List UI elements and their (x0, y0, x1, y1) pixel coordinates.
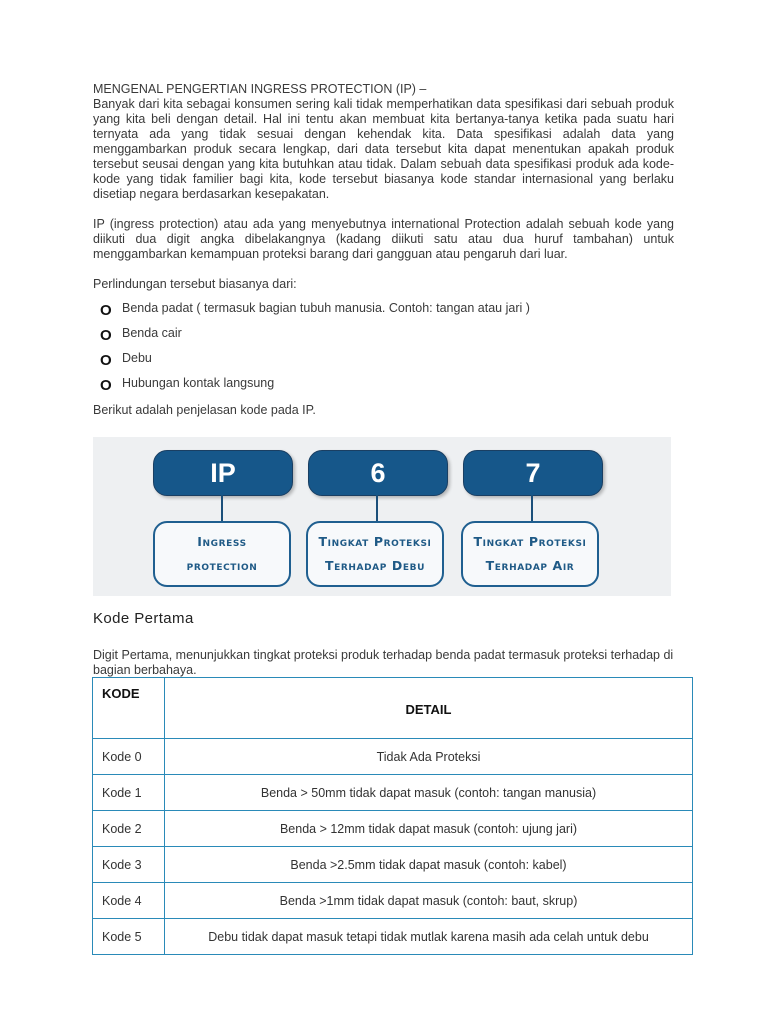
kode-cell: Kode 3 (93, 847, 165, 883)
kode-cell: Kode 2 (93, 811, 165, 847)
detail-cell: Benda > 50mm tidak dapat masuk (contoh: tangan manusia) (165, 775, 693, 811)
code-box-7: 7 (463, 450, 603, 496)
detail-cell: Benda >2.5mm tidak dapat masuk (contoh: kabel) (165, 847, 693, 883)
kode-cell: Kode 4 (93, 883, 165, 919)
table-row (93, 919, 693, 955)
table-row (93, 883, 693, 919)
code-box-ip: IP (153, 450, 293, 496)
protection-list (93, 301, 674, 401)
bullet-icon: O (100, 327, 112, 344)
column-header-detail: DETAIL (165, 678, 693, 739)
kode-cell: Kode 1 (93, 775, 165, 811)
table-row (93, 739, 693, 775)
desc-box-water-protection: Tingkat Proteksi Terhadap Air (461, 521, 599, 587)
list-item: O Hubungan kontak langsung (100, 376, 275, 394)
table-row (93, 775, 693, 811)
page-heading: MENGENAL PENGERTIAN INGRESS PROTECTION (IP) – (93, 82, 427, 96)
ip-code-diagram (93, 437, 671, 596)
detail-cell: Benda >1mm tidak dapat masuk (contoh: baut, skrup) (165, 883, 693, 919)
table-row (93, 811, 693, 847)
connector-line (531, 495, 533, 521)
bullet-icon: O (100, 377, 112, 394)
desc-box-ingress-protection: Ingress protection (153, 521, 291, 587)
paragraph-spec: Banyak dari kita sebagai konsumen sering kali tidak memperhatikan data spesifikasi dari sebuah produk yang kita beli dengan detail. Hal ini tentu akan membuat kita bertanya-tanya ketika pada suatu hari ternyata ada yang tidak sesuai dengan kehendak kita. Data spesifikasi adalah data yang menggambarkan produk secara lengkap, dari data tersebut kita dapat menentukan apakah produk tersebut seusai dengan yang kita butuhkan atau tidak. Dalam sebuah data spesifikasi produk ada kode-kode yang tidak familier bagi kita, kode tersebut biasanya kode standar internasional yang berlaku disetiap negara berdasarkan kesepakatan. (93, 97, 674, 201)
detail-cell: Benda > 12mm tidak dapat masuk (contoh: ujung jari) (165, 811, 693, 847)
table-row (93, 847, 693, 883)
kode-pertama-description: Digit Pertama, menunjukkan tingkat proteksi produk terhadap benda padat termasuk proteksi terhadap di bagian berbahaya. (93, 648, 674, 677)
desc-box-dust-protection: Tingkat Proteksi Terhadap Debu (306, 521, 444, 587)
list-intro: Perlindungan tersebut biasanya dari: (93, 277, 297, 291)
connector-line (221, 495, 223, 521)
paragraph-ip-definition: IP (ingress protection) atau ada yang menyebutnya international Protection adalah sebuah kode yang diikuti dua digit angka dibelakangnya (kadang diikuti satu atau dua huruf tambahan) untuk menggambarkan kemampuan proteksi barang dari gangguan atau pengaruh dari luar. (93, 217, 674, 261)
detail-cell: Tidak Ada Proteksi (165, 739, 693, 775)
explanation-intro: Berikut adalah penjelasan kode pada IP. (93, 403, 316, 417)
kode-cell: Kode 0 (93, 739, 165, 775)
list-item: O Benda padat ( termasuk bagian tubuh manusia. Contoh: tangan atau jari ) (100, 301, 530, 319)
kode-cell: Kode 5 (93, 919, 165, 955)
code-box-6: 6 (308, 450, 448, 496)
bullet-icon: O (100, 302, 112, 319)
connector-line (376, 495, 378, 521)
bullet-icon: O (100, 352, 112, 369)
table-header-row (93, 678, 693, 739)
list-item: O Debu (100, 351, 152, 369)
intro-section (93, 82, 674, 418)
section-title-kode-pertama: Kode Pertama (93, 610, 194, 627)
list-item: O Benda cair (100, 326, 182, 344)
kode-table (92, 677, 693, 955)
detail-cell: Debu tidak dapat masuk tetapi tidak mutlak karena masih ada celah untuk debu (165, 919, 693, 955)
column-header-kode: KODE (93, 678, 165, 739)
